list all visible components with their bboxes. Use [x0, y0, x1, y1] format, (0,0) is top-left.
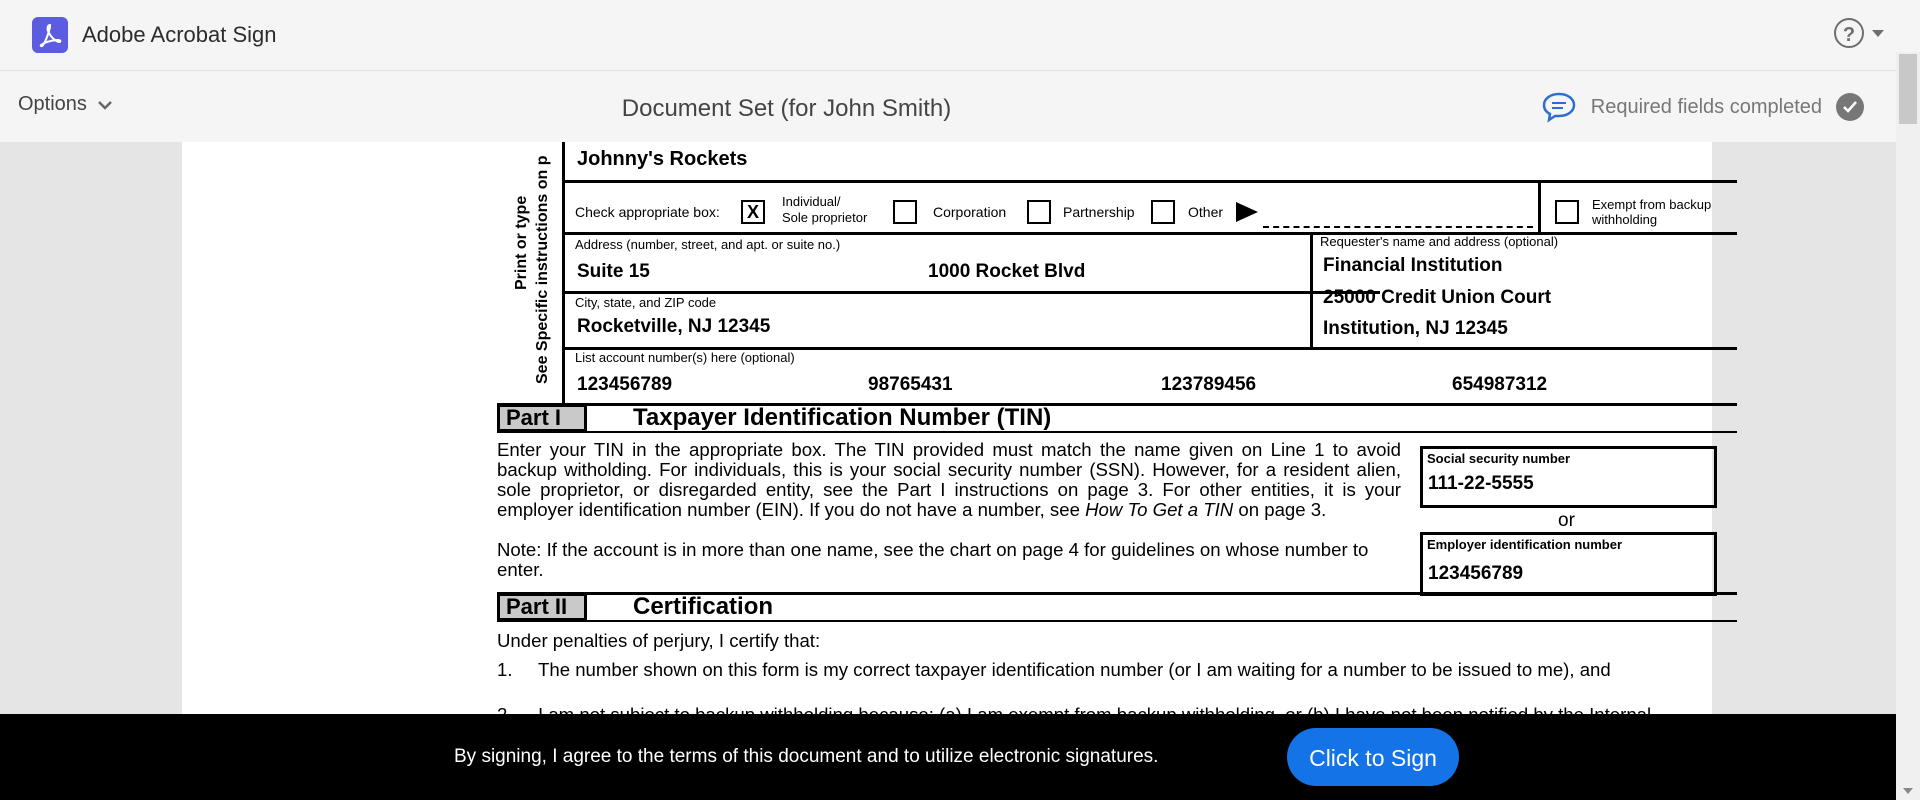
- account-number-field[interactable]: 98765431: [868, 374, 953, 395]
- item1-text: The number shown on this form is my correct taxpayer identification number (or I am waiting for a number to be issued to me), and: [538, 659, 1611, 680]
- vertical-scrollbar[interactable]: [1896, 52, 1920, 800]
- ssn-box: [1420, 446, 1717, 508]
- part1-note: Note: If the account is in more than one name, see the chart on page 4 for guidelines on whose number to enter.: [497, 539, 1369, 580]
- scroll-down-arrow-icon[interactable]: [1903, 788, 1913, 794]
- city-field[interactable]: Rocketville, NJ 12345: [577, 316, 771, 337]
- exempt-label-2: withholding: [1592, 212, 1658, 227]
- arrow-right-icon: [1234, 200, 1260, 224]
- requester-address-field[interactable]: 25000 Credit Union Court: [1323, 287, 1552, 308]
- print-or-type-label: Print or type: [513, 195, 530, 290]
- required-fields-status: [1541, 91, 1864, 123]
- document-title: Document Set (for John Smith): [621, 95, 952, 122]
- specific-instructions-label: See Specific instructions on p: [534, 155, 551, 384]
- other-label: Other: [1188, 204, 1224, 220]
- options-label: Options: [18, 93, 87, 115]
- divider: [1310, 232, 1313, 349]
- address-street-field[interactable]: 1000 Rocket Blvd: [928, 261, 1086, 282]
- document-page: [182, 142, 1712, 722]
- requester-label: Requester's name and address (optional): [1320, 234, 1559, 249]
- other-checkbox[interactable]: [1151, 200, 1175, 224]
- or-text: or: [1558, 510, 1575, 531]
- divider: [562, 291, 1380, 294]
- divider: [497, 620, 1737, 622]
- ein-label: Employer identification number: [1427, 537, 1623, 552]
- individual-label-2: Sole proprietor: [782, 210, 868, 225]
- help-menu-chevron-down-icon[interactable]: [1872, 30, 1884, 37]
- address-suite-field[interactable]: Suite 15: [577, 261, 650, 282]
- click-to-sign-button[interactable]: Click to Sign: [1287, 728, 1459, 786]
- requester-name-field[interactable]: Financial Institution: [1323, 255, 1503, 276]
- corporation-checkbox[interactable]: [893, 200, 917, 224]
- part2-tag: Part II: [497, 593, 587, 621]
- divider: [562, 180, 1737, 183]
- w9-form: [497, 142, 1737, 722]
- partnership-checkbox[interactable]: [1027, 200, 1051, 224]
- agreement-text: By signing, I agree to the terms of this document and to utilize electronic signatures.: [454, 746, 1159, 767]
- check-box-label: Check appropriate box:: [575, 204, 720, 220]
- status-text: Required fields completed: [1590, 95, 1822, 118]
- individual-checkbox[interactable]: X: [741, 200, 765, 224]
- help-icon[interactable]: ?: [1834, 18, 1864, 48]
- part1-instructions: Enter your TIN in the appropriate box. The TIN provided must match the name given on Line 1 to avoid backup witholding. For individuals, this is your social security number (SSN). However, for a resident alien, sole proprietor, or disregarded entity, see the Part I instructions on page 3. For other entities, it is your employer identification number (EIN). If you do not have a number, see How To Get a TIN on page 3.: [497, 439, 1401, 520]
- account-number-field[interactable]: 123456789: [577, 374, 673, 395]
- city-label: City, state, and ZIP code: [575, 295, 717, 310]
- ssn-label: Social security number: [1427, 451, 1571, 466]
- acrobat-logo-icon: [32, 17, 68, 53]
- corporation-label: Corporation: [933, 204, 1007, 220]
- accounts-label: List account number(s) here (optional): [575, 350, 795, 365]
- perjury-text: Under penalties of perjury, I certify that:: [497, 630, 821, 651]
- individual-label-1: Individual/: [782, 194, 841, 209]
- scrollbar-thumb[interactable]: [1899, 54, 1917, 124]
- app-header: [0, 0, 1920, 71]
- signing-footer: [0, 714, 1896, 800]
- item1-number: 1.: [497, 659, 513, 680]
- divider: [497, 431, 1737, 433]
- other-entry-line[interactable]: [1263, 226, 1533, 228]
- part2-title: Certification: [633, 593, 774, 620]
- requester-city-field[interactable]: Institution, NJ 12345: [1323, 318, 1508, 339]
- partnership-label: Partnership: [1063, 204, 1135, 220]
- app-name: Adobe Acrobat Sign: [82, 22, 277, 47]
- comment-icon[interactable]: [1541, 91, 1577, 123]
- divider: [1538, 180, 1541, 234]
- exempt-checkbox[interactable]: [1555, 200, 1579, 224]
- account-number-field[interactable]: 123789456: [1161, 374, 1257, 395]
- exempt-label-1: Exempt from backup: [1592, 197, 1712, 212]
- part1-title: Taxpayer Identification Number (TIN): [633, 404, 1052, 431]
- ein-box: [1420, 532, 1717, 596]
- document-viewport[interactable]: [0, 142, 1896, 714]
- account-number-field[interactable]: 654987312: [1452, 374, 1548, 395]
- business-name-field[interactable]: Johnny's Rockets: [577, 148, 748, 170]
- document-toolbar: [0, 71, 1896, 142]
- address-label: Address (number, street, and apt. or suite no.): [575, 237, 841, 252]
- ein-field[interactable]: 123456789: [1428, 563, 1524, 584]
- part1-tag: Part I: [497, 404, 587, 432]
- ssn-field[interactable]: 111-22-5555: [1428, 473, 1534, 494]
- checkmark-icon: [1836, 93, 1864, 121]
- divider: [562, 232, 1737, 235]
